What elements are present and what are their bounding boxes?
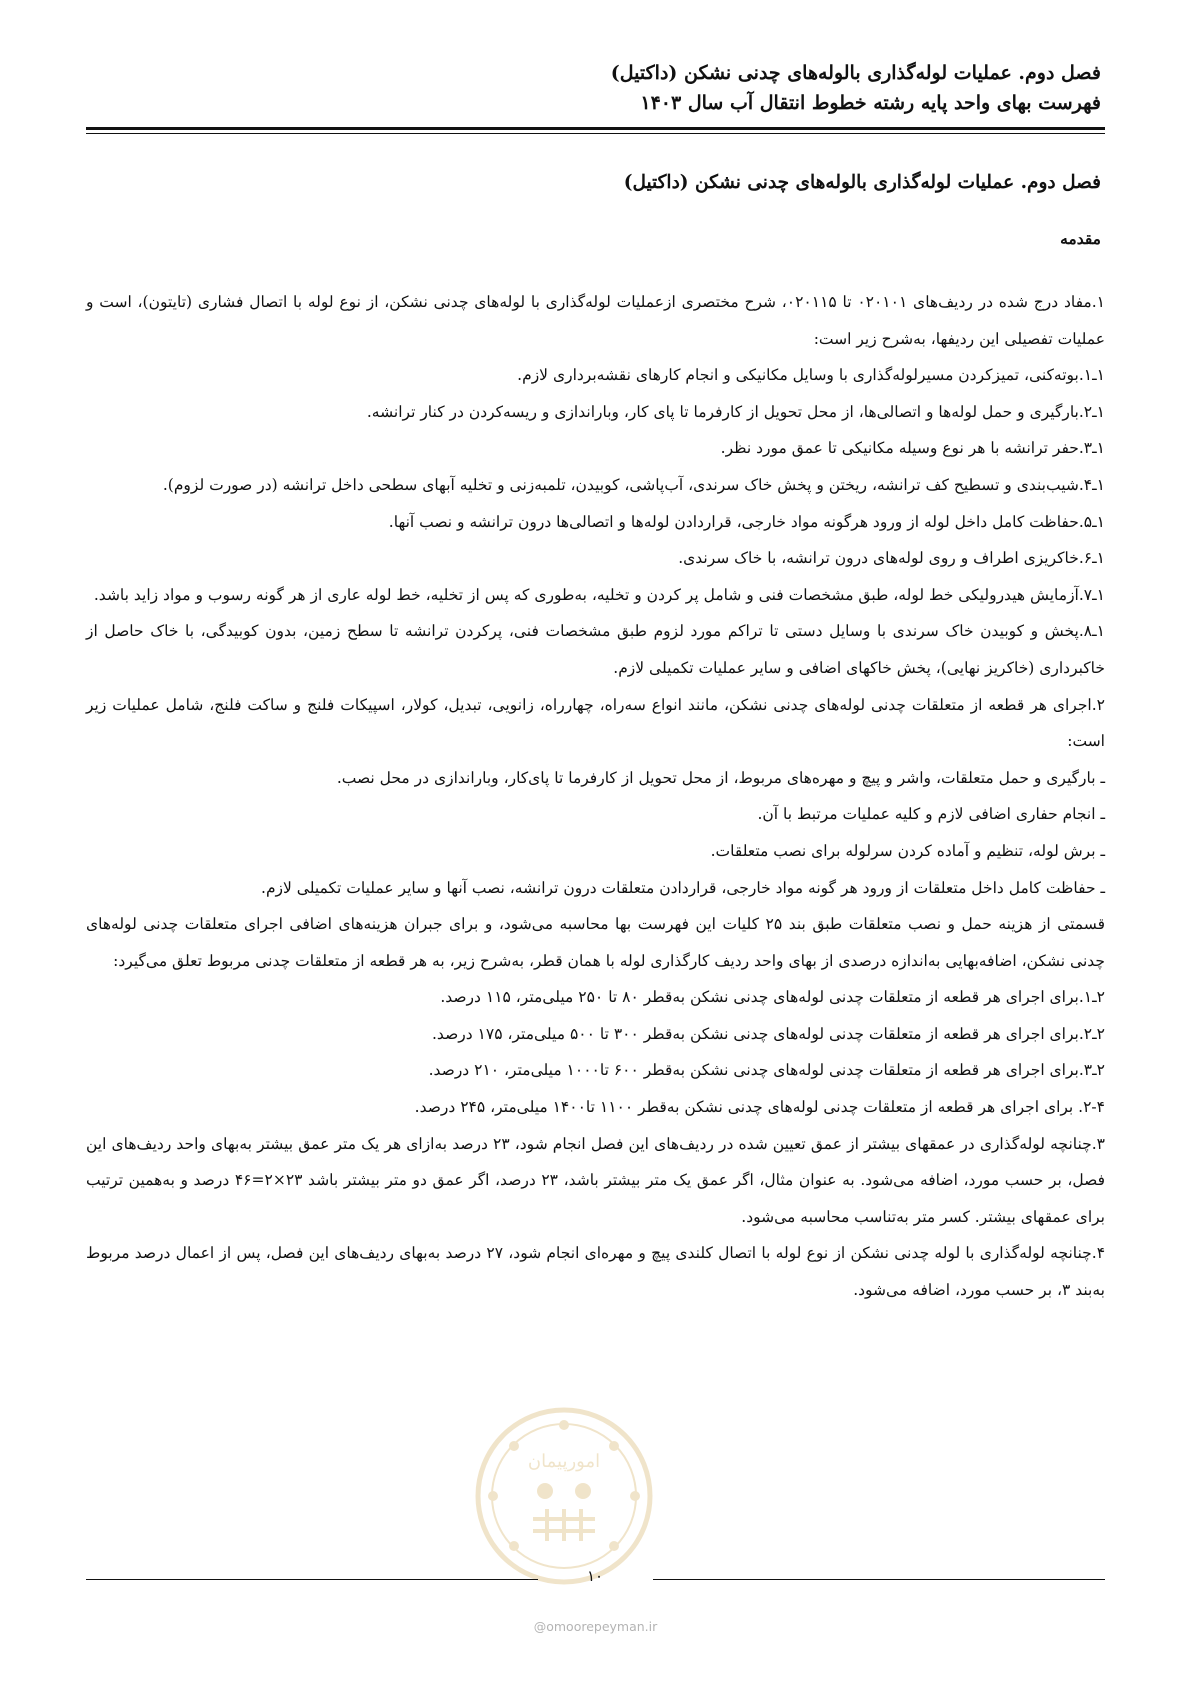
header-chapter-line: فصل دوم. عملیات لوله‌گذاری بالوله‌های چدنی نشکن (داکتیل) bbox=[610, 62, 1101, 84]
header-rule-thin bbox=[86, 133, 1105, 134]
paragraph-1-8: ۱ـ۸.پخش و کوبیدن خاک سرندی با وسایل دستی تا تراکم مورد لزوم طبق مشخصات فنی، پرکردن ترانشه تا سطح زمین، بدون کوبیدگی، با خاک حاصل از خاکبرداری (خاکریز نهایی)، پخش خاکهای اضافی و سایر عملیات تکمیلی لازم. bbox=[86, 622, 1105, 677]
paragraph-1-5: ۱ـ۵.حفاظت کامل داخل لوله از ورود هرگونه مواد خارجی، قراردادن لوله‌ها و اتصالی‌ها درون ترانشه و نصب آنها. bbox=[388, 512, 1105, 531]
paragraph-2-2: ۲ـ۲.برای اجرای هر قطعه از متعلقات چدنی لوله‌های چدنی نشکن به‌قطر ۳۰۰ تا ۵۰۰ میلی‌متر، ۱۷۵ درصد. bbox=[432, 1024, 1105, 1043]
body-text bbox=[86, 284, 1105, 1309]
bullet-loading: ـ بارگیری و حمل متعلقات، واشر و پیچ و مهره‌های مربوط، از محل تحویل از کارفرما تا پای‌کار، وباراندازی در محل نصب. bbox=[336, 768, 1105, 787]
paragraph-3: ۳.چنانچه لوله‌گذاری در عمقهای بیشتر از عمق تعیین شده در ردیف‌های این فصل انجام شود، ۲۳ درصد به‌ازای هر یک متر عمق بیشتر به‌بهای واحد ردیف‌های این فصل، بر حسب مورد، اضافه می‌شود. به عنوان مثال، اگر عمق یک متر بیشتر باشد، ۲۳ درصد، اگر عمق دو متر بیشتر باشد ۲۳×۲=۴۶ درصد و به‌همین ترتیب برای عمقهای بیشتر. کسر متر به‌تناسب محاسبه می‌شود. bbox=[86, 1134, 1105, 1226]
paragraph-1-1: ۱ـ۱.بوته‌کنی، تمیزکردن مسیرلوله‌گذاری با وسایل مکانیکی و انجام کارهای نقشه‌برداری لازم. bbox=[517, 366, 1105, 385]
footer-rule-right bbox=[653, 1579, 1105, 1580]
footer-rule-left bbox=[86, 1579, 538, 1580]
paragraph-2-1: ۲ـ۱.برای اجرای هر قطعه از متعلقات چدنی لوله‌های چدنی نشکن به‌قطر ۸۰ تا ۲۵۰ میلی‌متر، ۱۱۵ درصد. bbox=[440, 988, 1105, 1007]
paragraph-1-6: ۱ـ۶.خاکریزی اطراف و روی لوله‌های درون ترانشه، با خاک سرندی. bbox=[678, 549, 1105, 568]
page-header bbox=[90, 58, 1101, 118]
paragraph-1-4: ۱ـ۴.شیب‌بندی و تسطیح کف ترانشه، ریختن و پخش خاک سرندی، آب‌پاشی، کوبیدن، تلمبه‌زنی و تخلیه آبهای سطحی داخل ترانشه (در صورت لزوم). bbox=[162, 475, 1105, 494]
paragraph-1-7: ۱ـ۷.آزمایش هیدرولیکی خط لوله، طبق مشخصات فنی و شامل پر کردن و تخلیه، به‌طوری که پس از تخلیه، خط لوله عاری از هر گونه رسوب و مواد زاید باشد. bbox=[93, 585, 1105, 604]
paragraph-2: ۲.اجرای هر قطعه از متعلقات چدنی لوله‌های چدنی نشکن، مانند انواع سه‌راه، چهارراه، زانویی، تبدیل، کولار، اسپیکات فلنج و ساکت فلنج، شامل عملیات زیر است: bbox=[86, 695, 1105, 751]
chapter-title: فصل دوم. عملیات لوله‌گذاری بالوله‌های چدنی نشکن (داکتیل) bbox=[623, 172, 1101, 193]
bullet-pipe-cutting: ـ برش لوله، تنظیم و آماده کردن سرلوله برای نصب متعلقات. bbox=[710, 841, 1105, 860]
paragraph-2-3: ۲ـ۳.برای اجرای هر قطعه از متعلقات چدنی لوله‌های چدنی نشکن به‌قطر ۶۰۰ تا۱۰۰۰ میلی‌متر، ۲۱۰ درصد. bbox=[428, 1061, 1105, 1080]
section-title-introduction: مقدمه bbox=[1060, 229, 1101, 248]
paragraph-1: ۱.مفاد درج شده در ردیف‌های ۰۲۰۱۰۱ تا ۰۲۰۱۱۵، شرح مختصری ازعملیات لوله‌گذاری با لوله‌های چدنی نشکن، از نوع لوله با اتصال فشاری (تایتون)، است و عملیات تفصیلی این ردیفها، به‌شرح زیر است: bbox=[86, 293, 1105, 348]
paragraph-1-3: ۱ـ۳.حفر ترانشه با هر نوع وسیله مکانیکی تا عمق مورد نظر. bbox=[720, 439, 1105, 458]
paragraph-2-4: ۲-۴. برای اجرای هر قطعه از متعلقات چدنی لوله‌های چدنی نشکن به‌قطر ۱۱۰۰ تا۱۴۰۰ میلی‌متر، ۲۴۵ درصد. bbox=[414, 1098, 1105, 1117]
watermark-url: @omoorepeyman.ir bbox=[533, 1619, 658, 1634]
paragraph-1-2: ۱ـ۲.بارگیری و حمل لوله‌ها و اتصالی‌ها، از محل تحویل از کارفرما تا پای کار، وباراندازی و ریسه‌کردن در کنار ترانشه. bbox=[366, 402, 1105, 421]
watermark-seal-text: امورپیمان bbox=[527, 1451, 601, 1472]
paragraph-2-surcharge: قسمتی از هزینه حمل و نصب متعلقات طبق بند ۲۵ کلیات این فهرست بها محاسبه می‌شود، و برای جبران هزینه‌های اضافی اجرای متعلقات چدنی لوله‌های چدنی نشکن، اضافه‌بهایی به‌اندازه درصدی از بهای واحد ردیف کارگذاری لوله با همان قطر، به‌شرح زیر، به هر قطعه از متعلقات چدنی مربوط تعلق می‌گیرد: bbox=[86, 915, 1105, 970]
page-number: ۱۰ bbox=[586, 1567, 604, 1585]
paragraph-4: ۴.چنانچه لوله‌گذاری با لوله چدنی نشکن از نوع لوله با اتصال کلندی پیچ و مهره‌ای انجام شود، ۲۷ درصد به‌بهای ردیف‌های این فصل، پس از اعمال درصد مربوط به‌بند ۳، بر حسب مورد، اضافه می‌شود. bbox=[86, 1244, 1106, 1300]
bullet-extra-excavation: ـ انجام حفاری اضافی لازم و کلیه عملیات مرتبط با آن. bbox=[757, 805, 1105, 824]
bullet-protection: ـ حفاظت کامل داخل متعلقات از ورود هر گونه مواد خارجی، قراردادن متعلقات درون ترانشه، نصب آنها و سایر عملیات تکمیلی لازم. bbox=[261, 878, 1105, 897]
header-rule-thick bbox=[86, 127, 1105, 130]
header-catalog-line: فهرست بهای واحد پایه رشته خطوط انتقال آب سال ۱۴۰۳ bbox=[640, 92, 1101, 114]
watermark-seal-logo bbox=[473, 1405, 655, 1587]
